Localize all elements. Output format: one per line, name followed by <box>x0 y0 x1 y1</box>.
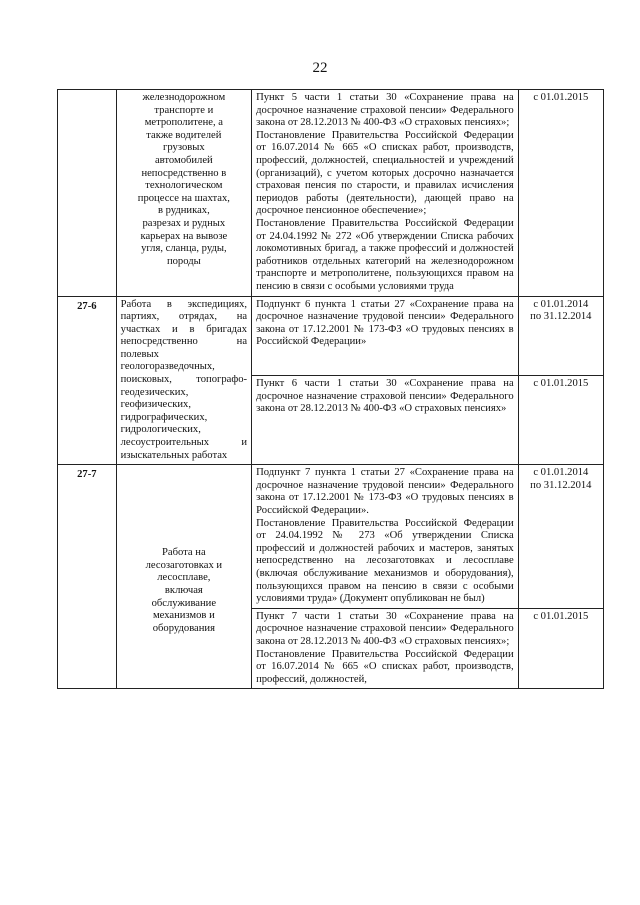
validity-date: с 01.01.2014 по 31.12.2014 <box>518 296 603 376</box>
legal-basis-cell <box>252 376 519 465</box>
row-code: 27-7 <box>58 465 117 689</box>
legal-paragraph: Постановление Правительства Российской Федерации от 24.04.1992 № 273 «Об утверждении Списка профессий и должностей рабочих и мастеров, занятых непосредственно на лесозаготовках и лесосплаве (включая обслуживание механизмов и оборудования), пользующихся правом на пенсию в связи с особыми условиями труда» (Документ опубликован не был) <box>256 517 514 605</box>
row-description: Работа на лесозаготовках и лесосплаве, включая обслуживание механизмов и оборудования <box>116 465 251 689</box>
row-description: железнодорожном транспорте и метрополитене, а также водителей грузовых автомобилей непосредственно в технологическом процессе на шахтах, в рудниках, разрезах и рудных карьерах на вывозе угля, сланца, руды, породы <box>116 90 251 297</box>
legal-paragraph: Подпункт 6 пункта 1 статьи 27 «Сохранение права на досрочное назначение трудовой пенсии» Федерального закона от 17.12.2001 № 173-ФЗ «О трудовых пенсиях в Российской Федерации» <box>256 298 514 348</box>
table-row <box>58 465 604 609</box>
row-code <box>58 90 117 297</box>
legal-paragraph: Постановление Правительства Российской Федерации от 16.07.2014 № 665 «О списках работ, производств, профессий, должностей, <box>256 648 514 685</box>
legal-paragraph: Пункт 7 части 1 статьи 30 «Сохранение права на досрочное назначение страховой пенсии» Федерального закона от 28.12.2013 № 400-ФЗ «О страховых пенсиях»; <box>256 610 514 647</box>
validity-date: с 01.01.2015 <box>518 90 603 297</box>
table-row <box>58 90 604 297</box>
legal-paragraph: Пункт 6 части 1 статьи 30 «Сохранение права на досрочное назначение страховой пенсии» Федерального закона от 28.12.2013 № 400-ФЗ «О страховых пенсиях» <box>256 378 514 415</box>
row-code: 27-6 <box>58 296 117 465</box>
legal-paragraph: Постановление Правительства Российской Федерации от 16.07.2014 № 665 «О списках работ, производств, профессий, должностей, специальностей и учреждений (организаций), с учетом которых досрочно назначается страховая пенсия по старости, и правилах исчисления периодов работы (деятельности), дающей право на досрочное пенсионное обеспечение»; <box>256 129 514 217</box>
row-description: Работа в экспедициях, партиях, отрядах, на участках и в бригадах непосредственно на полевых геологоразведочных, поисковых, топографо-геодезических, геофизических, гидрографических, гидрологических, лесоустроительных и изыскательных работах <box>116 296 251 465</box>
validity-date: с 01.01.2014 по 31.12.2014 <box>518 465 603 609</box>
legal-paragraph: Пункт 5 части 1 статьи 30 «Сохранение права на досрочное назначение страховой пенсии» Федерального закона от 28.12.2013 № 400-ФЗ «О страховых пенсиях»; <box>256 92 514 129</box>
legal-basis-cell <box>252 90 519 297</box>
validity-date: с 01.01.2015 <box>518 608 603 689</box>
legal-basis-cell <box>252 465 519 609</box>
legal-paragraph: Постановление Правительства Российской Федерации от 24.04.1992 № 272 «Об утверждении Списка рабочих локомотивных бригад, а также профессий и должностей работников отдельных категорий на железнодорожном транспорте и метрополитене, пользующихся правом на пенсию в связи с особыми условиями труда <box>256 217 514 292</box>
page-number: 22 <box>312 60 328 76</box>
legal-paragraph: Подпункт 7 пункта 1 статьи 27 «Сохранение права на досрочное назначение трудовой пенсии» Федерального закона от 17.12.2001 № 173-ФЗ «О трудовых пенсиях в Российской Федерации». <box>256 467 514 516</box>
legal-basis-cell <box>252 296 519 376</box>
pension-table <box>57 89 604 689</box>
legal-basis-cell <box>252 608 519 689</box>
validity-date: с 01.01.2015 <box>518 376 603 465</box>
table-row <box>58 296 604 376</box>
